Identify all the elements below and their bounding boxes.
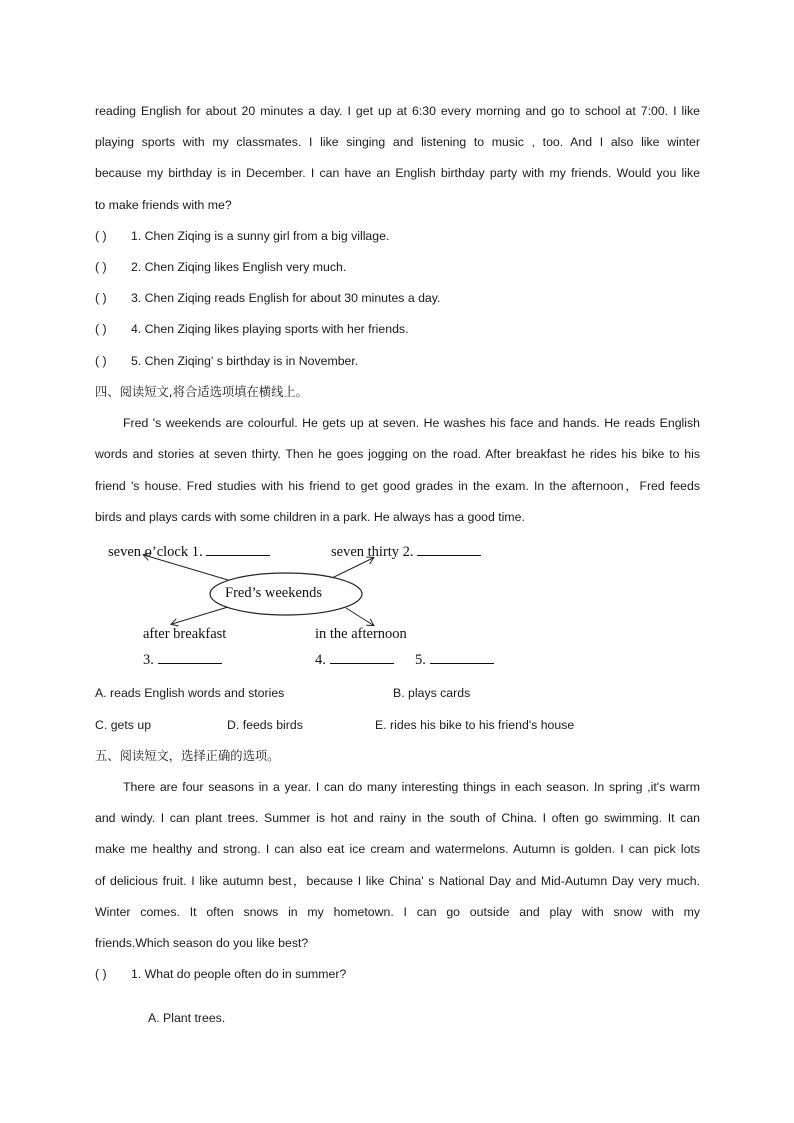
section4-line-3: friend 's house. Fred studies with his friend to get good grades in the exam. In the afternoon，Fred feeds: [95, 479, 700, 493]
label-blank-4: 4.: [315, 651, 394, 669]
question-row: [95, 353, 700, 369]
center-label: Fred’s weekends: [225, 585, 323, 601]
label-in-the-afternoon: in the afternoon: [315, 626, 407, 642]
arrow-bottom-right: [346, 608, 373, 625]
question-text: 1. What do people often do in summer?: [131, 967, 347, 981]
answer-paren[interactable]: ( ): [95, 354, 107, 368]
question-row: [95, 290, 700, 306]
question-text: 2. Chen Ziqing likes English very much.: [131, 260, 347, 274]
blank-5[interactable]: [430, 651, 494, 664]
passage1-line-4: to make friends with me?: [95, 198, 232, 212]
section4-line-4: birds and plays cards with some children in a park. He always has a good time.: [95, 510, 525, 524]
section5-line-3: make me healthy and strong. I can also eat ice cream and watermelons. Autumn is golden. I can pick lots: [95, 842, 700, 856]
question-text: 1. Chen Ziqing is a sunny girl from a big village.: [131, 229, 390, 243]
question-text: 3. Chen Ziqing reads English for about 30 minutes a day.: [131, 291, 441, 305]
answer-option-a: A. Plant trees.: [148, 1011, 226, 1025]
blank-4[interactable]: [330, 651, 394, 664]
question-row: [95, 228, 700, 244]
label-blank-3: 3.: [143, 651, 222, 669]
answer-paren[interactable]: ( ): [95, 322, 107, 336]
question-text: 4. Chen Ziqing likes playing sports with her friends.: [131, 322, 409, 336]
section5-heading: 五、阅读短文，选择正确的选项。: [95, 749, 280, 763]
section5-line-5: Winter comes. It often snows in my hometown. I can go outside and play with snow with my: [95, 905, 700, 919]
section5-line-6: friends.Which season do you like best?: [95, 936, 309, 950]
label-seven-thirty: seven thirty 2.: [331, 543, 481, 561]
arrow-top-right: [332, 558, 373, 578]
passage1-line-3: because my birthday is in December. I can have an English birthday party with my friends. Would you like: [95, 166, 700, 180]
section4-line-1: Fred 's weekends are colourful. He gets up at seven. He washes his face and hands. He reads English: [123, 416, 700, 430]
blank-2[interactable]: [417, 543, 481, 556]
section4-heading: 四、阅读短文,将合适选项填在横线上。: [95, 385, 308, 399]
question-row: [95, 259, 700, 275]
weekends-diagram: [100, 536, 520, 676]
question-row: [95, 966, 700, 982]
label-blank-5: 5.: [415, 651, 494, 669]
answer-paren[interactable]: ( ): [95, 967, 107, 981]
blank-3[interactable]: [158, 651, 222, 664]
question-row: [95, 321, 700, 337]
section5-line-1: There are four seasons in a year. I can do many interesting things in each season. In spring ,it's warm: [123, 780, 700, 794]
section5-line-4: of delicious fruit. I like autumn best，because I like China' s National Day and Mid-Autumn Day very much.: [95, 874, 700, 888]
label-seven-oclock: seven o’clock 1.: [108, 543, 270, 561]
option-e: E. rides his bike to his friend's house: [375, 718, 575, 732]
option-d: D. feeds birds: [227, 718, 303, 732]
passage1-line-2: playing sports with my classmates. I like singing and listening to music , too. And I also like winter: [95, 135, 700, 149]
question-text: 5. Chen Ziqing' s birthday is in November.: [131, 354, 359, 368]
blank-1[interactable]: [206, 543, 270, 556]
label-after-breakfast: after breakfast: [143, 626, 227, 642]
arrow-bottom-left: [172, 607, 228, 624]
section5-line-2: and windy. I can plant trees. Summer is hot and rainy in the south of China. I often go swimming. It can: [95, 811, 700, 825]
option-a: A. reads English words and stories: [95, 686, 285, 700]
option-c: C. gets up: [95, 718, 152, 732]
answer-paren[interactable]: ( ): [95, 229, 107, 243]
passage1-line-1: reading English for about 20 minutes a day. I get up at 6:30 every morning and go to school at 7:00. I like: [95, 104, 700, 118]
answer-paren[interactable]: ( ): [95, 260, 107, 274]
section4-line-2: words and stories at seven thirty. Then he goes jogging on the road. After breakfast he rides his bike to his: [95, 447, 700, 461]
option-b: B. plays cards: [393, 686, 471, 700]
answer-paren[interactable]: ( ): [95, 291, 107, 305]
